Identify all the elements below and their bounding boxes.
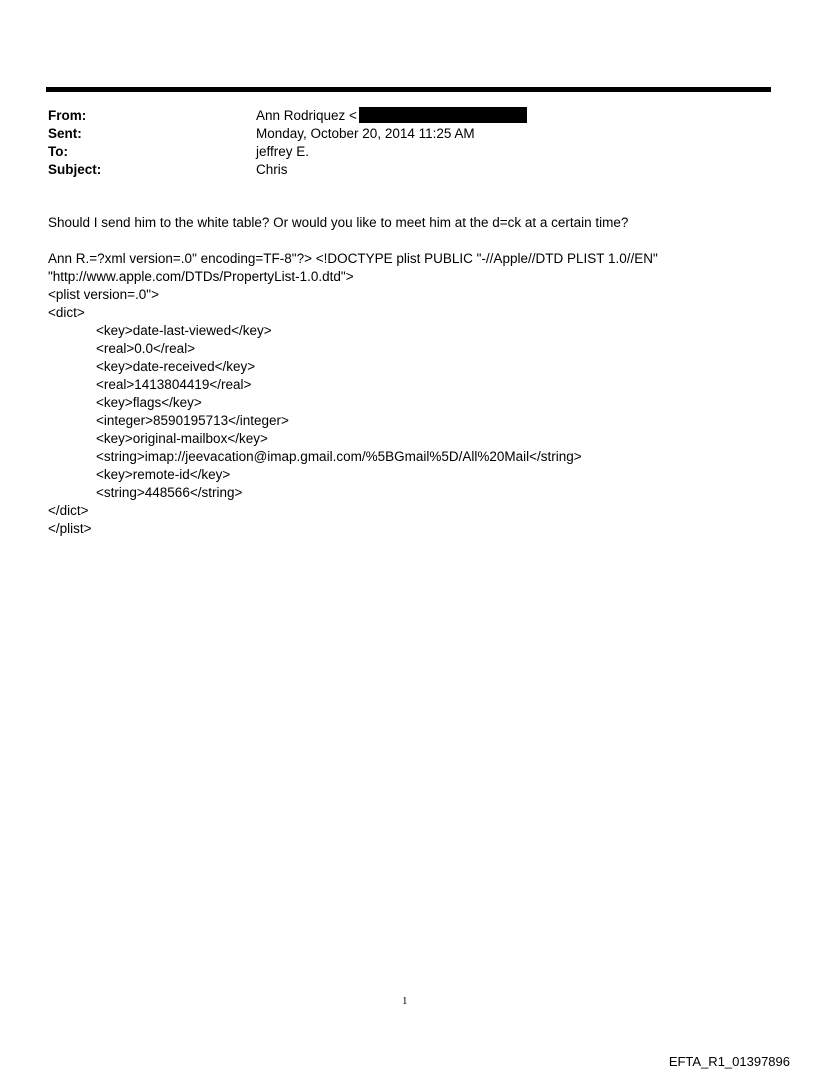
subject-label: Subject: [48, 162, 102, 177]
dict-line: <real>1413804419</real> [96, 377, 252, 392]
email-header [48, 107, 768, 179]
document-id: EFTA_R1_01397896 [668, 1054, 790, 1069]
dict-line: <key>original-mailbox</key> [96, 431, 268, 446]
plist-line: </plist> [48, 521, 92, 536]
sent-value: Monday, October 20, 2014 11:25 AM [256, 126, 475, 141]
plist-line: <plist version=.0"> [48, 287, 159, 302]
dict-line: <key>flags</key> [96, 395, 202, 410]
from-row [48, 107, 768, 125]
dict-line: <key>remote-id</key> [96, 467, 231, 482]
to-label: To: [48, 144, 68, 159]
dict-line: <string>448566</string> [96, 485, 243, 500]
page-number: 1 [402, 995, 408, 1007]
dict-line: <integer>8590195713</integer> [96, 413, 289, 428]
redaction-block [359, 107, 527, 123]
from-value [256, 107, 527, 125]
sent-label: Sent: [48, 126, 82, 141]
to-row [48, 143, 768, 161]
plist-line: "http://www.apple.com/DTDs/PropertyList-1.0.dtd"> [48, 269, 354, 284]
subject-row [48, 161, 768, 179]
from-label: From: [48, 108, 87, 123]
dict-line: <string>imap://jeevacation@imap.gmail.com/%5BGmail%5D/All%20Mail</string> [96, 449, 582, 464]
plist-line: </dict> [48, 503, 89, 518]
message-text: Should I send him to the white table? Or would you like to meet him at the d=ck at a certain time? [48, 215, 629, 230]
plist-line: <dict> [48, 305, 85, 320]
dict-line: <key>date-received</key> [96, 359, 256, 374]
to-value: jeffrey E. [256, 144, 310, 159]
dict-line: <key>date-last-viewed</key> [96, 323, 272, 338]
plist-line: Ann R.=?xml version=.0" encoding=TF-8"?> <!DOCTYPE plist PUBLIC "-//Apple//DTD PLIST 1.0//EN" [48, 251, 658, 266]
subject-value: Chris [256, 162, 288, 177]
sent-row [48, 125, 768, 143]
from-name: Ann Rodriquez < [256, 108, 357, 123]
dict-line: <real>0.0</real> [96, 341, 196, 356]
email-body [48, 214, 768, 538]
header-rule [46, 87, 771, 92]
